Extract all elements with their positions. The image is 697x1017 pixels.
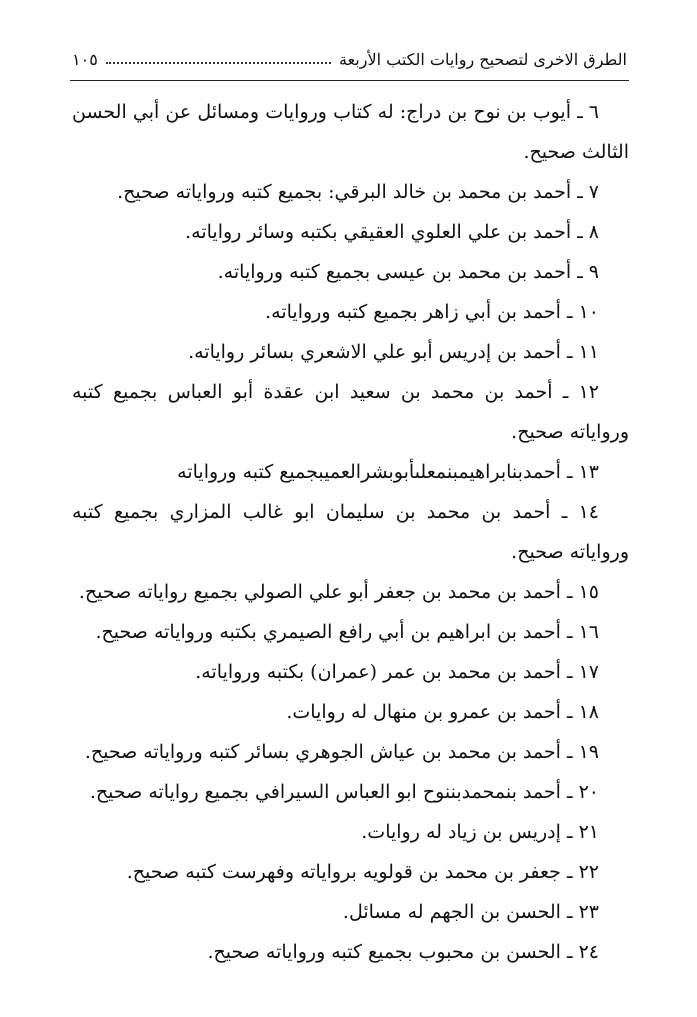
entry-7: ٧ ـ أحمد بن محمد بن خالد البرقي: بجميع كتبه ورواياته صحيح. [117, 181, 599, 203]
entry-12: ١٢ ـ أحمد بن محمد بن سعيد ابن عقدة أبو العباس بجميع كتبه [72, 381, 599, 403]
running-title: الطرق الاخرى لتصحيح روايات الكتب الأربعة [338, 49, 627, 69]
running-header [72, 42, 627, 76]
entry-6: ٦ ـ أيوب بن نوح بن دراج: له كتاب وروايات ومسائل عن أبي الحسن [72, 101, 599, 123]
entry-18: ١٨ ـ أحمد بن عمرو بن منهال له روايات. [286, 701, 599, 723]
page-number: ١٠٥ [72, 49, 98, 69]
entry-14-continuation: ورواياته صحيح. [511, 541, 629, 563]
header-rule [70, 80, 629, 81]
entry-8: ٨ ـ أحمد بن علي العلوي العقيقي بكتبه وسائر رواياته. [185, 221, 599, 243]
entry-24: ٢٤ ـ الحسن بن محبوب بجميع كتبه ورواياته صحيح. [207, 941, 599, 963]
entry-13: ١٣ ـ أحمدبنابراهيمبنمعلىأبوبشرالعميبجميع كتبه ورواياته [177, 461, 599, 483]
entry-11: ١١ ـ أحمد بن إدريس أبو علي الاشعري بسائر رواياته. [188, 341, 599, 363]
entry-15: ١٥ ـ أحمد بن محمد بن جعفر أبو علي الصولي بجميع رواياته صحيح. [78, 581, 599, 603]
entry-6-continuation: الثالث صحيح. [523, 141, 629, 163]
entry-9: ٩ ـ أحمد بن محمد بن عيسى بجميع كتبه ورواياته. [217, 261, 599, 283]
entry-17: ١٧ ـ أحمد بن محمد بن عمر (عمران) بكتبه ورواياته. [195, 661, 599, 683]
entry-16: ١٦ ـ أحمد بن ابراهيم بن أبي رافع الصيمري بكتبه ورواياته صحيح. [95, 621, 599, 643]
entry-19: ١٩ ـ أحمد بن محمد بن عياش الجوهري بسائر كتبه ورواياته صحيح. [84, 741, 599, 763]
leader-dots [106, 62, 331, 64]
entry-20: ٢٠ ـ أحمد بنمحمدبننوح ابو العباس السيرافي بجميع رواياته صحيح. [89, 781, 599, 803]
entry-list [72, 92, 629, 972]
entry-23: ٢٣ ـ الحسن بن الجهم له مسائل. [342, 901, 599, 923]
entry-12-continuation: ورواياته صحيح. [511, 421, 629, 443]
entry-14: ١٤ ـ أحمد بن محمد بن سليمان ابو غالب المزاري بجميع كتبه [72, 501, 599, 523]
entry-10: ١٠ ـ أحمد بن أبي زاهر بجميع كتبه ورواياته. [265, 301, 599, 323]
entry-21: ٢١ ـ إدريس بن زياد له روايات. [361, 821, 599, 843]
entry-22: ٢٢ ـ جعفر بن محمد بن قولويه برواياته وفهرست كتبه صحيح. [126, 861, 599, 883]
